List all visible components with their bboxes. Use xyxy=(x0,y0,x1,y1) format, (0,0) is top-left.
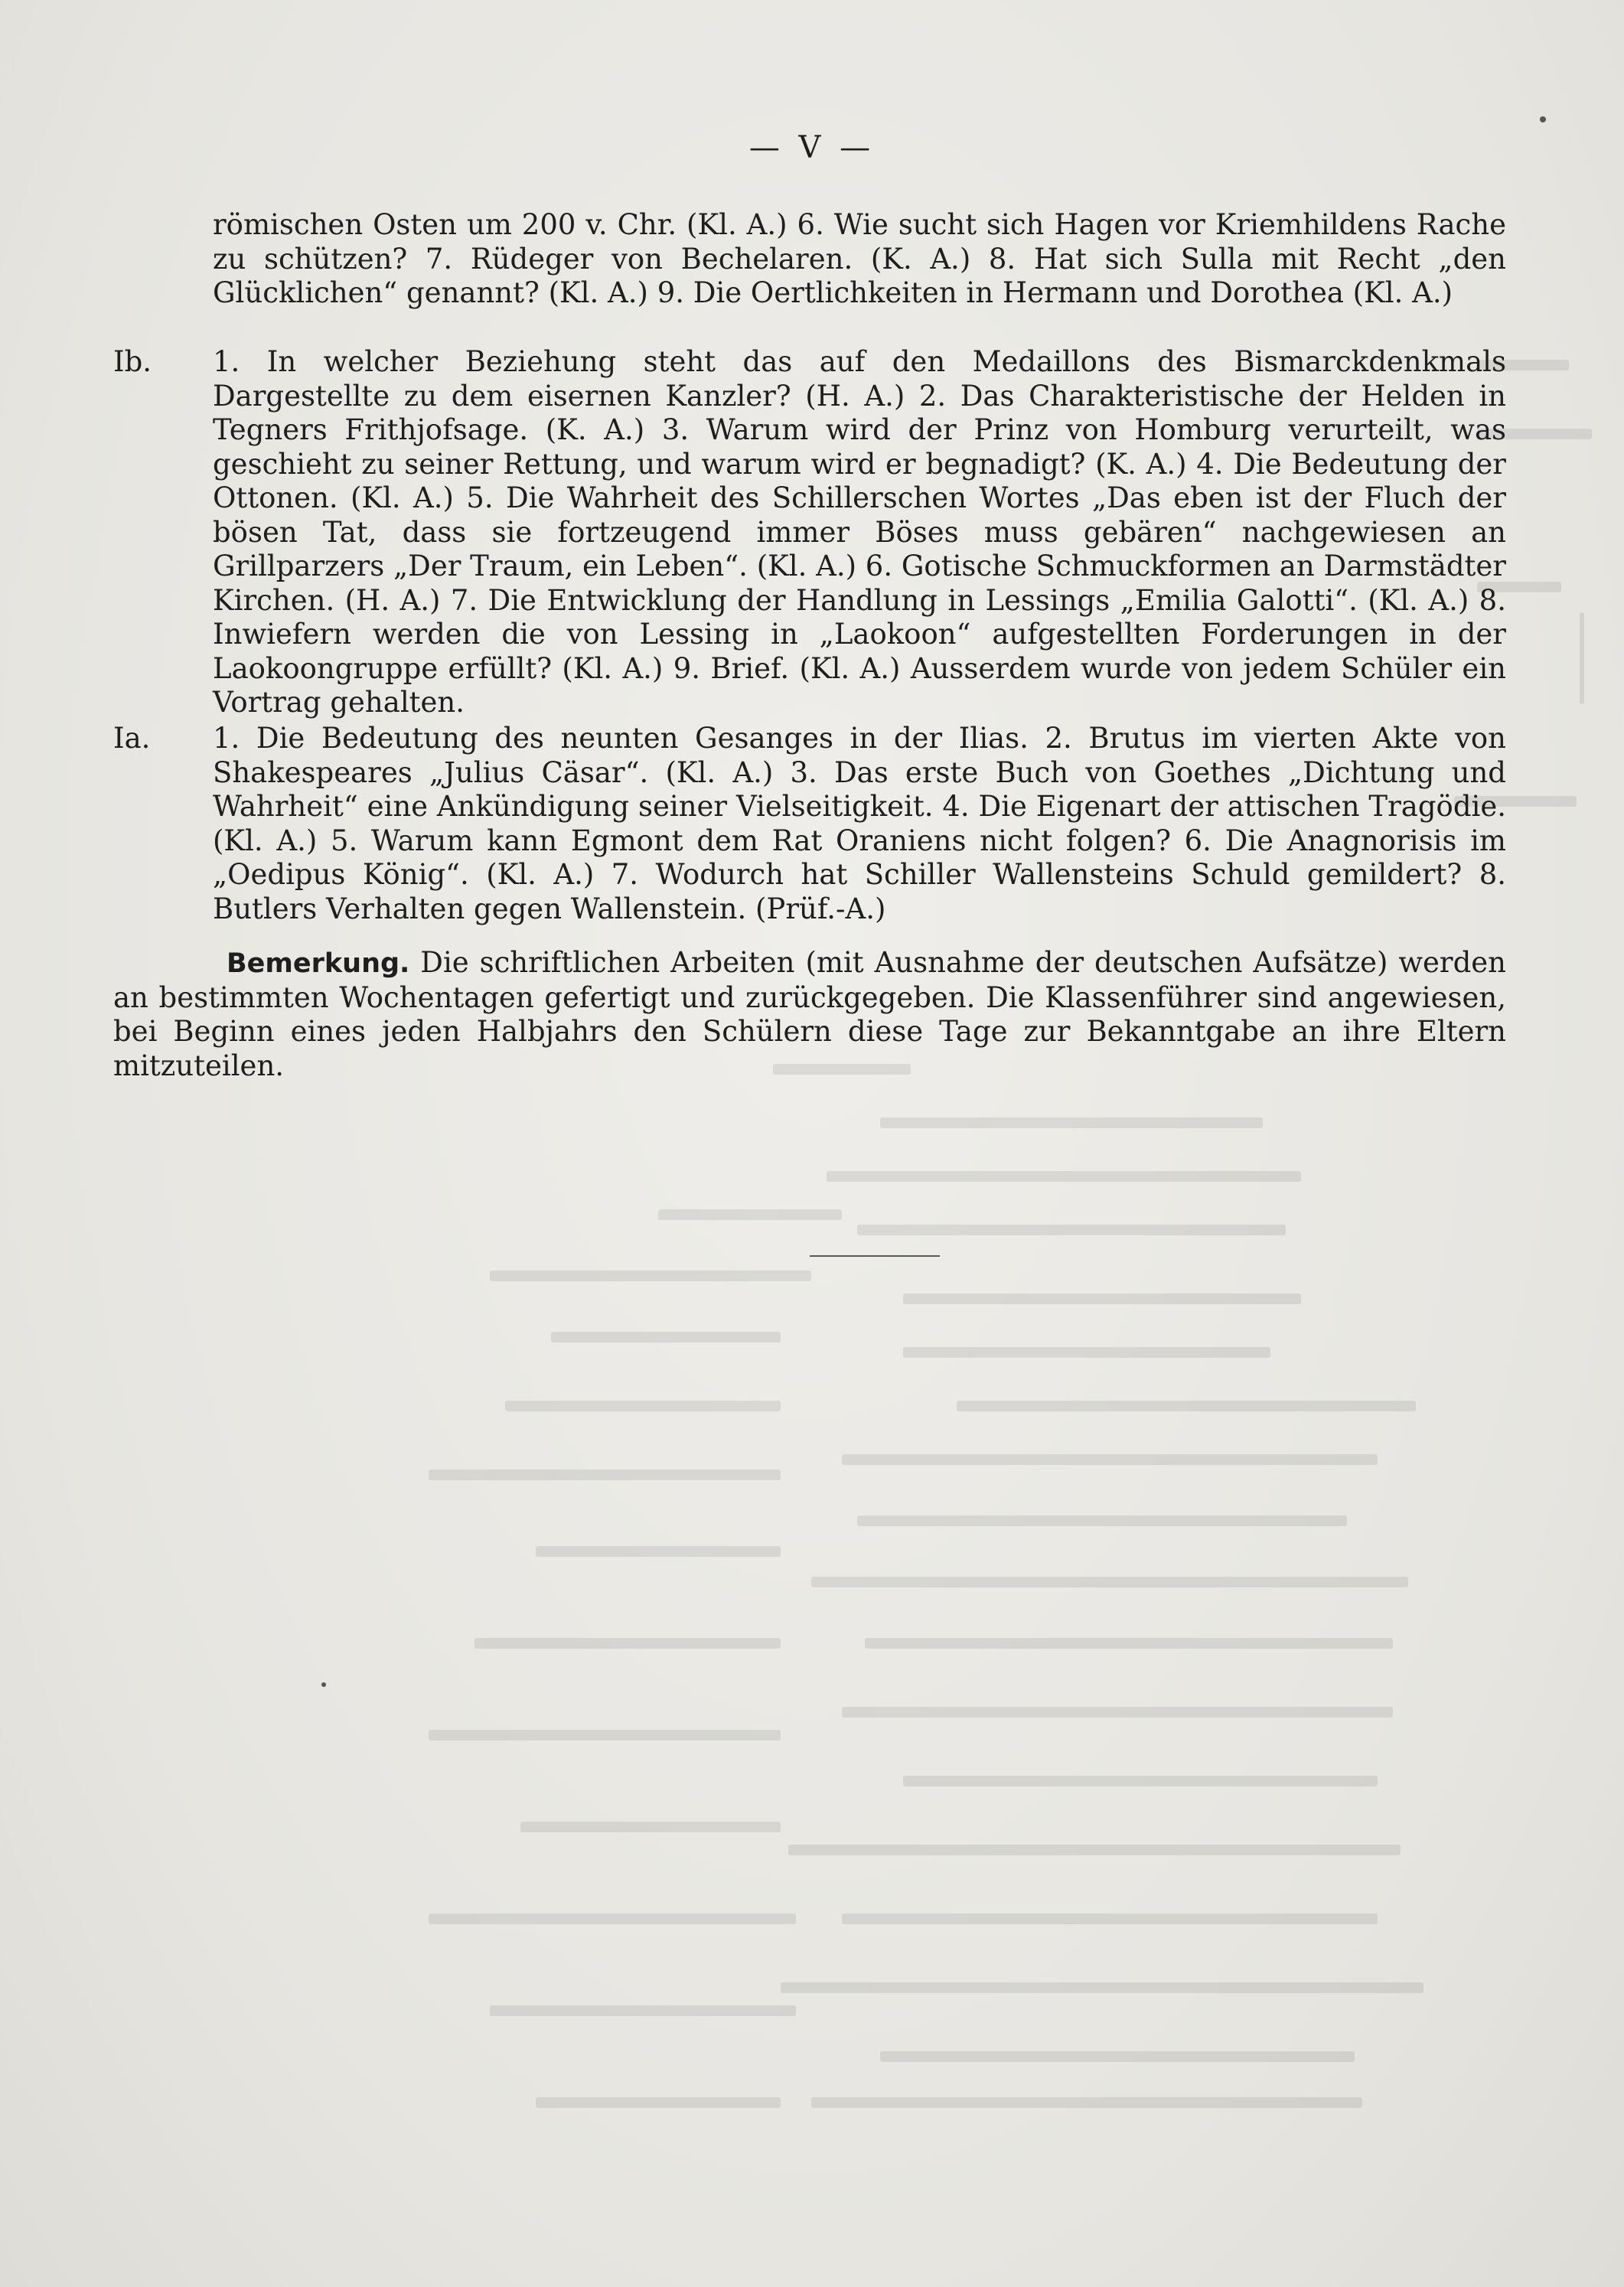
class-label: Ia. xyxy=(113,722,151,755)
continuation-paragraph xyxy=(113,208,1506,311)
remark-paragraph xyxy=(113,946,1506,1083)
section-divider xyxy=(810,1255,940,1257)
class-topics: 1. Die Bedeutung des neunten Gesanges in der Ilias. 2. Brutus im vierten Akte von Shakespeares „Julius Cäsar“. (Kl. A.) 3. Das erste Buch von Goethes „Dichtung und Wahrheit“ eine Ankündigung seiner Vielseitigkeit. 4. Die Eigenart der attischen Tragödie. (Kl. A.) 5. Warum kann Egmont dem Rat Oraniens nicht folgen? 6. Die Anagnorisis im „Oedipus König“. (Kl. A.) 7. Wodurch hat Schiller Wallensteins Schuld gemildert? 8. Butlers Verhalten gegen Wallenstein. (Prüf.-A.) xyxy=(213,722,1506,925)
page-number: — V — xyxy=(748,130,876,165)
class-entry-ia xyxy=(113,722,1506,926)
class-entry-ib xyxy=(113,345,1506,720)
remark-text: Die schriftlichen Arbeiten (mit Ausnahme der deutschen Aufsätze) werden an bestimmten Wochentagen gefertigt und zurückgegeben. Die Klassenführer sind angewiesen, bei Beginn eines jeden Halbjahrs den Schülern diese Tage zur Bekanntgabe an ihre Eltern mitzuteilen. xyxy=(113,946,1506,1082)
continuation-text: römischen Osten um 200 v. Chr. (Kl. A.) 6. Wie sucht sich Hagen vor Kriemhildens Rache zu schützen? 7. Rüdeger von Bechelaren. (K. A.) 8. Hat sich Sulla mit Recht „den Glücklichen“ genannt? (Kl. A.) 9. Die Oertlichkeiten in Hermann und Dorothea (Kl. A.) xyxy=(213,208,1506,309)
ink-speck xyxy=(1540,116,1546,122)
class-label: Ib. xyxy=(113,345,152,378)
remark-keyword: Bemerkung. xyxy=(227,948,410,979)
ink-speck xyxy=(321,1682,326,1687)
class-topics: 1. In welcher Beziehung steht das auf den Medaillons des Bismarckdenkmals Dargestellte zu dem eisernen Kanzler? (H. A.) 2. Das Charakteristische der Helden in Tegners Frithjofsage. (K. A.) 3. Warum wird der Prinz von Homburg verurteilt, was geschieht zu seiner Rettung, und warum wird er begnadigt? (K. A.) 4. Die Bedeutung der Ottonen. (Kl. A.) 5. Die Wahrheit des Schillerschen Wortes „Das eben ist der Fluch der bösen Tat, dass sie fortzeugend immer Böses muss gebären“ nachgewiesen an Grillparzers „Der Traum, ein Leben“. (Kl. A.) 6. Gotische Schmuckformen an Darmstädter Kirchen. (H. A.) 7. Die Entwicklung der Handlung in Lessings „Emilia Galotti“. (Kl. A.) 8. Inwiefern werden die von Lessing in „Laokoon“ aufgestellten Forderungen in der Laokoongruppe erfüllt? (Kl. A.) 9. Brief. (Kl. A.) Ausserdem wurde von jedem Schüler ein Vortrag gehalten. xyxy=(213,345,1506,719)
